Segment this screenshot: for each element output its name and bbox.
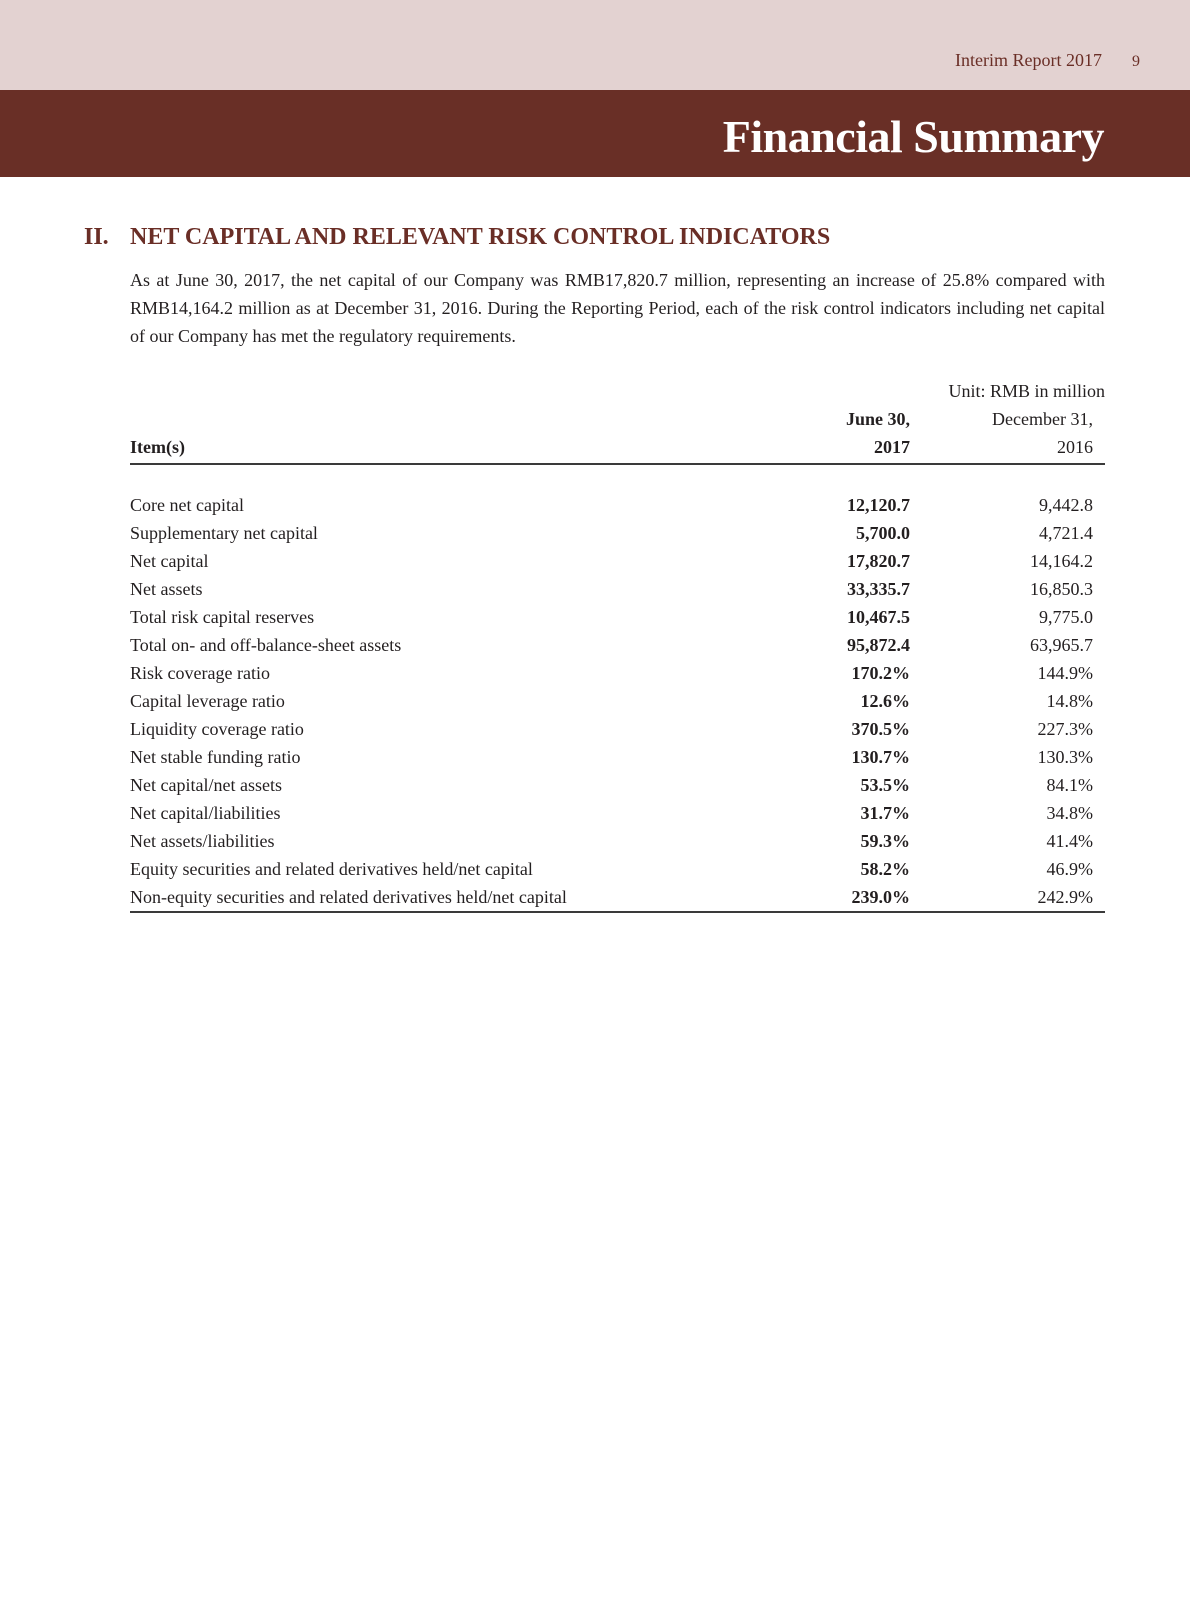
row-item-label: Net capital/liabilities	[130, 803, 281, 823]
row-item-label: Core net capital	[130, 495, 244, 515]
top-band	[0, 0, 1190, 90]
row-item-label: Non-equity securities and related derivatives held/net capital	[130, 883, 710, 912]
header-dec-line1: December 31,	[992, 409, 1093, 429]
header-dec-line2: 2016	[918, 433, 1105, 464]
row-value-dec-2016: 144.9%	[1037, 663, 1093, 683]
row-value-dec-2016: 46.9%	[1046, 859, 1093, 879]
row-value-dec-2016: 16,850.3	[1030, 579, 1093, 599]
row-value-dec-2016: 63,965.7	[1030, 635, 1093, 655]
row-value-dec-2016: 130.3%	[1037, 747, 1093, 767]
row-value-jun-2017: 12,120.7	[847, 495, 910, 515]
title-band	[0, 90, 1190, 177]
table-spacer	[130, 464, 1105, 491]
row-item-label: Net assets/liabilities	[130, 831, 275, 851]
table-row	[130, 743, 1105, 771]
row-value-dec-2016: 242.9%	[918, 883, 1105, 912]
table-row	[130, 799, 1105, 827]
row-value-jun-2017: 59.3%	[860, 831, 910, 851]
row-item-label: Net assets	[130, 579, 203, 599]
row-value-jun-2017: 95,872.4	[847, 635, 910, 655]
risk-indicators-table	[130, 405, 1105, 913]
row-value-dec-2016: 14.8%	[1046, 691, 1093, 711]
unit-note: Unit: RMB in million	[948, 381, 1105, 401]
table-row	[130, 771, 1105, 799]
row-value-jun-2017: 33,335.7	[847, 579, 910, 599]
running-head	[955, 50, 1140, 71]
row-value-jun-2017: 5,700.0	[856, 523, 910, 543]
row-item-label: Capital leverage ratio	[130, 691, 285, 711]
table-row	[130, 659, 1105, 687]
row-value-dec-2016: 9,775.0	[1039, 607, 1093, 627]
row-value-dec-2016: 84.1%	[1046, 775, 1093, 795]
row-item-label: Risk coverage ratio	[130, 663, 270, 683]
row-value-dec-2016: 34.8%	[1046, 803, 1093, 823]
row-value-jun-2017: 10,467.5	[847, 607, 910, 627]
section-number: II.	[84, 224, 109, 250]
header-blank	[130, 405, 710, 433]
row-item-label: Total on- and off-balance-sheet assets	[130, 635, 402, 655]
row-value-dec-2016: 14,164.2	[1030, 551, 1093, 571]
table-row	[130, 491, 1105, 519]
report-title: Interim Report 2017	[955, 50, 1102, 70]
table-row	[130, 519, 1105, 547]
row-item-label: Equity securities and related derivatives held/net capital	[130, 859, 533, 879]
row-item-label: Liquidity coverage ratio	[130, 719, 304, 739]
row-value-jun-2017: 239.0%	[710, 883, 918, 912]
row-value-jun-2017: 31.7%	[860, 803, 910, 823]
row-value-jun-2017: 58.2%	[860, 859, 910, 879]
page-number: 9	[1132, 53, 1140, 70]
table-row	[130, 687, 1105, 715]
table-row	[130, 827, 1105, 855]
section-title: NET CAPITAL AND RELEVANT RISK CONTROL INDICATORS	[130, 224, 831, 250]
table-row	[130, 883, 1105, 912]
row-value-jun-2017: 53.5%	[860, 775, 910, 795]
table-row	[130, 855, 1105, 883]
row-value-jun-2017: 130.7%	[851, 747, 910, 767]
row-item-label: Total risk capital reserves	[130, 607, 315, 627]
row-item-label: Net capital	[130, 551, 209, 571]
row-item-label: Supplementary net capital	[130, 523, 318, 543]
row-value-jun-2017: 170.2%	[851, 663, 910, 683]
header-item: Item(s)	[130, 433, 710, 464]
row-value-dec-2016: 41.4%	[1046, 831, 1093, 851]
table-row	[130, 631, 1105, 659]
intro-paragraph: As at June 30, 2017, the net capital of our Company was RMB17,820.7 million, representing an increase of 25.8% compared with RMB14,164.2 million as at December 31, 2016. During the Reporting Period, each of the risk control indicators including net capital of our Company has met the regulatory requirements.	[130, 270, 1105, 346]
row-item-label: Net capital/net assets	[130, 775, 282, 795]
header-jun-line1: June 30,	[845, 409, 910, 429]
chapter-title: Financial Summary	[722, 111, 1104, 162]
table-row	[130, 603, 1105, 631]
row-value-jun-2017: 17,820.7	[847, 551, 910, 571]
row-value-dec-2016: 9,442.8	[1039, 495, 1093, 515]
row-value-dec-2016: 4,721.4	[1039, 523, 1093, 543]
table-body	[130, 464, 1105, 912]
row-value-jun-2017: 370.5%	[851, 719, 910, 739]
row-value-dec-2016: 227.3%	[1037, 719, 1093, 739]
table-row	[130, 715, 1105, 743]
section-heading	[84, 224, 830, 251]
header-jun-line2: 2017	[710, 433, 918, 464]
table-row	[130, 547, 1105, 575]
row-value-jun-2017: 12.6%	[860, 691, 910, 711]
row-item-label: Net stable funding ratio	[130, 747, 301, 767]
table-row	[130, 575, 1105, 603]
